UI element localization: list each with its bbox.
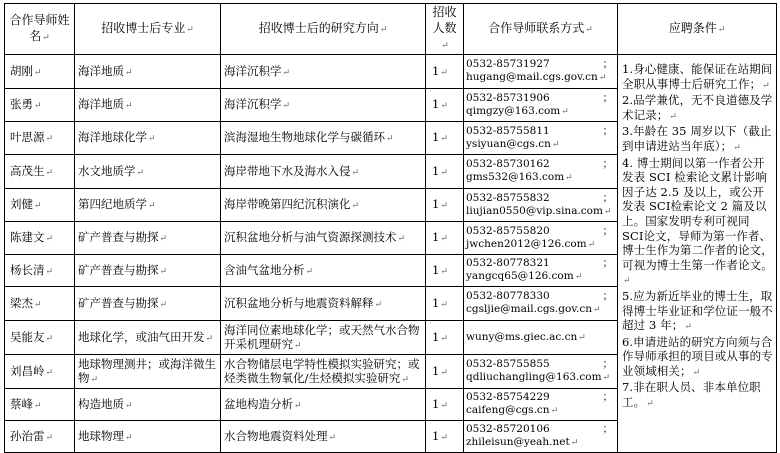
contact-cell (464, 155, 618, 189)
condition-item: 2.品学兼优，无不良道德及学术记录；↵ (622, 93, 773, 122)
supervisor-name-cell: 蔡峰↵ (5, 389, 75, 421)
count-cell: 1↵ (426, 287, 464, 321)
phone-text: 0532-85731906 ； (466, 91, 613, 104)
major-cell: 地球化学，或油气田开发↵ (75, 321, 221, 355)
email-text: gms532@163.com↵ (466, 171, 573, 183)
paragraph-mark-icon: ↵ (386, 134, 394, 144)
research-direction-cell: 水合物储层电学特性模拟实验研究；或烃类微生物氧化/生烃模拟实验研究↵ (221, 355, 426, 389)
paragraph-mark-icon: ↵ (125, 67, 133, 78)
supervisor-name-cell: 高茂生↵ (5, 155, 75, 189)
header-conditions: 应聘条件↵ (618, 4, 777, 55)
supervisor-name-cell: 胡刚↵ (5, 55, 75, 89)
research-direction-cell: 盆地构造分析↵ (221, 389, 426, 421)
paragraph-mark-icon: ↵ (90, 374, 99, 385)
phone-text: 0532-85754229 ； (466, 391, 613, 403)
research-direction-cell: 海洋沉积学↵ (221, 55, 426, 89)
major-cell: 矿产普查与勘探↵ (75, 287, 221, 321)
header-supervisor: 合作导师姓名↵ (5, 4, 75, 55)
paragraph-mark-icon: ↵ (159, 299, 168, 310)
separator-text: ； (602, 224, 613, 237)
paragraph-mark-icon: ↵ (593, 305, 601, 315)
paragraph-mark-icon: ↵ (717, 25, 726, 35)
paragraph-mark-icon: ↵ (351, 167, 360, 178)
email-text: ysiyuan@cgs.cn↵ (466, 137, 560, 150)
research-direction-cell: 滨海湿地生物地球化学与碳循环↵ (221, 122, 426, 155)
paragraph-mark-icon: ↵ (440, 67, 448, 78)
phone-text: 0532-85731927 ； (466, 58, 613, 70)
paragraph-mark-icon: ↵ (623, 276, 631, 287)
major-cell: 矿产普查与勘探↵ (75, 222, 221, 255)
separator-text: ； (602, 158, 613, 170)
paragraph-mark-icon: ↵ (561, 106, 569, 117)
paragraph-mark-icon: ↵ (440, 367, 448, 378)
count-cell: 1↵ (426, 122, 464, 155)
paragraph-mark-icon: ↵ (34, 67, 42, 78)
research-direction-cell: 沉积盆地分析与地震资料解释↵ (221, 287, 426, 321)
paragraph-mark-icon: ↵ (440, 167, 448, 178)
email-text: qimgzy@163.com↵ (466, 104, 569, 117)
paragraph-mark-icon: ↵ (374, 299, 383, 310)
paragraph-mark-icon: ↵ (440, 299, 448, 310)
email-text: zhileisun@yeah.net↵ (466, 436, 579, 448)
supervisor-name-cell: 叶思源↵ (5, 122, 75, 155)
header-count: 招收人数↵ (426, 4, 464, 55)
separator-text: ； (602, 290, 613, 302)
paragraph-mark-icon: ↵ (34, 101, 42, 111)
paragraph-mark-icon: ↵ (733, 142, 741, 153)
paragraph-mark-icon: ↵ (205, 333, 214, 344)
email-text: jwchen2012@126.com↵ (466, 237, 596, 250)
paragraph-mark-icon: ↵ (282, 67, 291, 78)
paragraph-mark-icon: ↵ (45, 432, 54, 443)
research-direction-cell: 海岸带地下水及海水入侵↵ (221, 155, 426, 189)
contact-cell (464, 222, 618, 255)
count-cell: 1↵ (426, 89, 464, 122)
separator-text: ； (602, 257, 613, 269)
paragraph-mark-icon: ↵ (34, 299, 42, 310)
paragraph-mark-icon: ↵ (45, 333, 54, 344)
phone-text: 0532-85720106 ； (466, 423, 613, 435)
supervisor-name-cell: 杨长清↵ (5, 255, 75, 287)
research-direction-cell: 海岸带晚第四纪沉积演化↵ (221, 189, 426, 222)
separator-text: ； (602, 423, 613, 435)
separator-text: ； (602, 124, 613, 137)
phone-text: 0532-85755832 ； (466, 191, 613, 204)
email-text: hugang@mail.cgs.gov.cn↵ (466, 71, 607, 83)
count-cell: 1↵ (426, 55, 464, 89)
phone-text: 0532-85755855 ； (466, 358, 613, 370)
count-cell: 1↵ (426, 355, 464, 389)
paragraph-mark-icon: ↵ (440, 201, 448, 211)
supervisor-name-cell: 刘昌岭↵ (5, 355, 75, 389)
paragraph-mark-icon: ↵ (440, 234, 448, 244)
header-major: 招收博士后专业↵ (75, 4, 221, 55)
paragraph-mark-icon: ↵ (578, 332, 586, 343)
paragraph-mark-icon: ↵ (125, 101, 133, 111)
research-direction-cell: 水合物地震资料处理↵ (221, 421, 426, 453)
paragraph-mark-icon: ↵ (159, 266, 168, 277)
paragraph-mark-icon: ↵ (602, 373, 611, 383)
paragraph-mark-icon: ↵ (45, 234, 54, 244)
paragraph-mark-icon: ↵ (379, 25, 388, 35)
paragraph-mark-icon: ↵ (42, 33, 50, 43)
paragraph-mark-icon: ↵ (669, 111, 678, 122)
paragraph-mark-icon: ↵ (34, 201, 42, 211)
condition-item: 7.非在职人员、非本单位职工。↵ (622, 380, 761, 410)
paragraph-mark-icon: ↵ (45, 266, 54, 277)
paragraph-mark-icon: ↵ (762, 80, 770, 91)
contact-cell (464, 287, 618, 321)
paragraph-mark-icon: ↵ (692, 367, 701, 378)
condition-item: 4. 博士期间以第一作者公开发表 SCI 检索论文累计影响因子达 2.5 及以上，或公开发表 SCI检索论文 2 篇及以上。国家发明专利可视同 SCI论文，导师为第一作者、博士生作为第二作者的论文，可视为博士生第一作者论文。↵ (622, 155, 773, 287)
supervisor-name-cell: 张勇↵ (5, 89, 75, 122)
condition-item: 1.身心健康、能保证在站期间全职从事博士后研究工作；↵ (622, 62, 773, 91)
paragraph-mark-icon: ↵ (603, 206, 612, 217)
condition-item: 3.年龄在 35 周岁以下（截止到申请进站当年底）；↵ (622, 124, 772, 153)
paragraph-mark-icon: ↵ (440, 266, 448, 277)
paragraph-mark-icon: ↵ (148, 201, 156, 211)
email-text: qdliuchangling@163.com↵ (466, 371, 611, 383)
count-cell: 1↵ (426, 222, 464, 255)
email-text: liujian0550@vip.sina.com↵ (466, 204, 612, 217)
count-cell: 1↵ (426, 255, 464, 287)
research-direction-cell: 含油气盆地分析↵ (221, 255, 426, 287)
paragraph-mark-icon: ↵ (45, 134, 54, 144)
paragraph-mark-icon: ↵ (351, 201, 360, 211)
research-direction-cell: 沉积盆地分析与油气资源探测技术↵ (221, 222, 426, 255)
email-text: caifeng@cgs.cn↵ (466, 404, 559, 416)
count-cell: 1↵ (426, 155, 464, 189)
paragraph-mark-icon: ↵ (440, 101, 448, 111)
paragraph-mark-icon: ↵ (159, 234, 168, 244)
contact-cell (464, 122, 618, 155)
separator-text: ； (602, 191, 613, 204)
supervisor-name-cell: 孙治雷↵ (5, 421, 75, 453)
header-direction: 招收博士后的研究方向↵ (221, 4, 426, 55)
major-cell: 第四纪地质学↵ (75, 189, 221, 222)
email-text: yangcq65@126.com↵ (466, 270, 583, 282)
paragraph-mark-icon: ↵ (45, 367, 54, 378)
separator-text: ； (602, 91, 613, 104)
major-cell: 矿产普查与勘探↵ (75, 255, 221, 287)
phone-text: 0532-80778330 ； (466, 290, 613, 302)
paragraph-mark-icon: ↵ (294, 340, 302, 351)
paragraph-mark-icon: ↵ (684, 322, 692, 333)
paragraph-mark-icon: ↵ (294, 400, 302, 411)
separator-text: ； (602, 391, 613, 403)
contact-cell (464, 321, 618, 355)
table-row (5, 55, 777, 89)
paragraph-mark-icon: ↵ (397, 234, 406, 244)
supervisor-name-cell: 刘健↵ (5, 189, 75, 222)
condition-item: 6.申请进站的研究方向须与合作导师承担的项目或从事的专业领域相关；↵ (622, 334, 773, 378)
count-cell: 1↵ (426, 321, 464, 355)
paragraph-mark-icon: ↵ (440, 400, 448, 411)
contact-cell (464, 421, 618, 453)
paragraph-mark-icon: ↵ (282, 101, 291, 111)
research-direction-cell: 海洋沉积学↵ (221, 89, 426, 122)
supervisor-name-cell: 梁杰↵ (5, 287, 75, 321)
contact-cell (464, 255, 618, 287)
paragraph-mark-icon: ↵ (148, 134, 156, 144)
major-cell: 地球物理↵ (75, 421, 221, 453)
paragraph-mark-icon: ↵ (125, 400, 133, 411)
paragraph-mark-icon: ↵ (598, 73, 607, 83)
paragraph-mark-icon: ↵ (565, 173, 573, 183)
paragraph-mark-icon: ↵ (136, 167, 145, 178)
paragraph-mark-icon: ↵ (45, 167, 54, 178)
contact-cell (464, 355, 618, 389)
count-cell: 1↵ (426, 421, 464, 453)
paragraph-mark-icon: ↵ (305, 266, 314, 277)
major-cell: 地球物理测井；或海洋微生物↵ (75, 355, 221, 389)
conditions-cell (618, 55, 777, 453)
separator-text: ； (602, 358, 613, 370)
contact-cell (464, 189, 618, 222)
paragraph-mark-icon: ↵ (570, 438, 579, 448)
paragraph-mark-icon: ↵ (440, 432, 448, 443)
paragraph-mark-icon: ↵ (585, 25, 593, 35)
paragraph-mark-icon: ↵ (34, 400, 42, 411)
major-cell: 构造地质↵ (75, 389, 221, 421)
paragraph-mark-icon: ↵ (441, 41, 449, 51)
email-text: cgsljie@mail.cgs.gov.cn↵ (466, 303, 601, 315)
contact-cell (464, 89, 618, 122)
paragraph-mark-icon: ↵ (440, 134, 448, 144)
paragraph-mark-icon: ↵ (328, 432, 337, 443)
phone-text: 0532-85730162 ； (466, 158, 613, 170)
header-contact: 合作导师联系方式↵ (464, 4, 618, 55)
major-cell: 水文地质学↵ (75, 155, 221, 189)
phone-text: 0532-80778321 ； (466, 257, 613, 269)
paragraph-mark-icon: ↵ (186, 25, 194, 35)
paragraph-mark-icon: ↵ (574, 272, 583, 282)
supervisor-name-cell: 陈建文↵ (5, 222, 75, 255)
phone-text: 0532-85755811 ； (466, 124, 613, 137)
header-row (5, 4, 777, 55)
paragraph-mark-icon: ↵ (587, 239, 596, 250)
email-text: wuny@ms.giec.ac.cn↵ (466, 330, 586, 343)
paragraph-mark-icon: ↵ (550, 406, 559, 416)
condition-item: 5.应为新近毕业的博士生，取得博士毕业证和学位证一般不超过 3 年；↵ (622, 288, 773, 333)
phone-text: 0532-85755820 ； (466, 224, 613, 237)
paragraph-mark-icon: ↵ (401, 374, 409, 385)
paragraph-mark-icon: ↵ (551, 139, 560, 150)
major-cell: 海洋地质↵ (75, 89, 221, 122)
separator-text: ； (602, 58, 613, 70)
research-direction-cell: 海洋同位素地球化学；或天然气水合物开采机理研究↵ (221, 321, 426, 355)
supervisor-name-cell: 吴能友↵ (5, 321, 75, 355)
major-cell: 海洋地质↵ (75, 55, 221, 89)
count-cell: 1↵ (426, 389, 464, 421)
paragraph-mark-icon: ↵ (646, 399, 654, 410)
major-cell: 海洋地球化学↵ (75, 122, 221, 155)
paragraph-mark-icon: ↵ (125, 432, 133, 443)
contact-cell (464, 389, 618, 421)
count-cell: 1↵ (426, 189, 464, 222)
recruitment-table (4, 3, 777, 453)
contact-cell (464, 55, 618, 89)
paragraph-mark-icon: ↵ (440, 333, 448, 344)
